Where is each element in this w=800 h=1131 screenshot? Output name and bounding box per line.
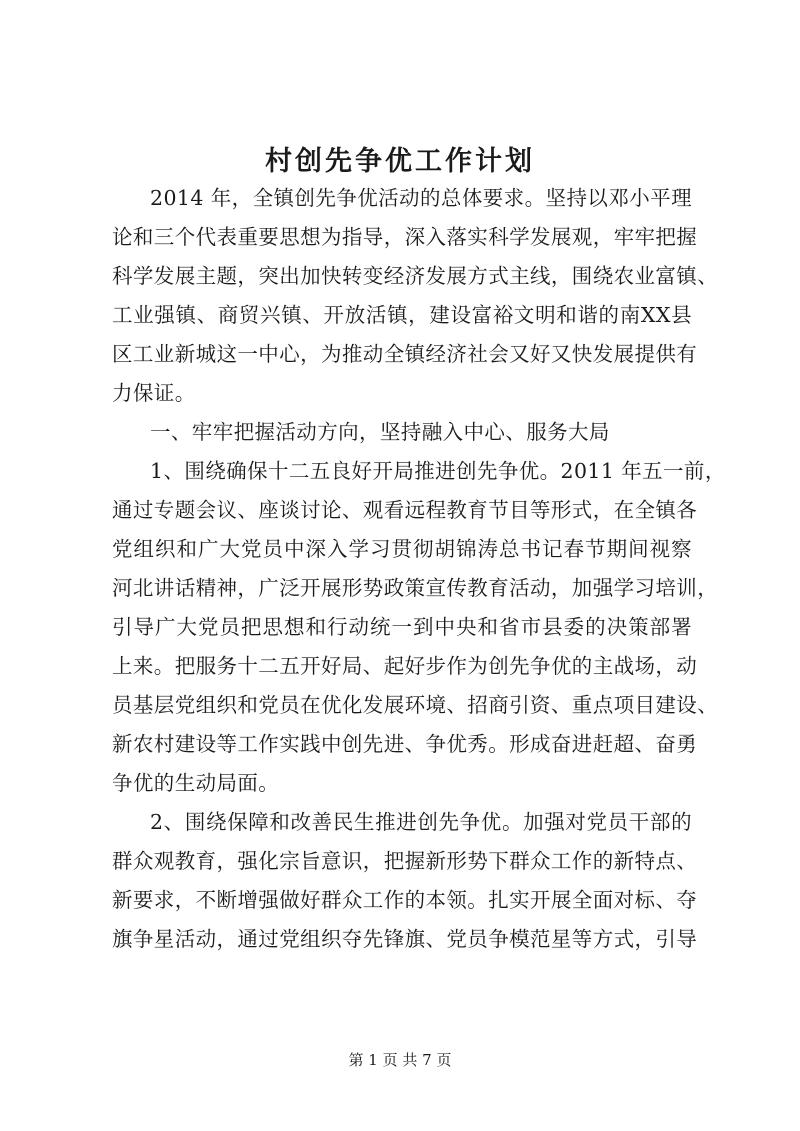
document-title: 村创先争优工作计划 <box>265 146 535 177</box>
section-heading: 一、牢牢把握活动方向，坚持融入中心、服务大局 <box>150 420 610 444</box>
paragraph-line: 新农村建设等工作实践中创先进、争优秀。形成奋进赶超、奋勇 <box>112 732 698 756</box>
paragraph-line: 员基层党组织和党员在优化发展环境、招商引资、重点项目建设、 <box>112 693 719 717</box>
paragraph-line: 新要求，不断增强做好群众工作的本领。扎实开展全面对标、夺 <box>112 888 698 912</box>
paragraph-line: 引导广大党员把思想和行动统一到中央和省市县委的决策部署 <box>112 615 692 639</box>
paragraph-line: 2014 年，全镇创先争优活动的总体要求。坚持以邓小平理 <box>150 186 692 210</box>
paragraph-line: 力保证。 <box>112 381 196 405</box>
paragraph-line: 河北讲话精神，广泛开展形势政策宣传教育活动，加强学习培训， <box>112 576 719 600</box>
page-number-footer: 第 1 页 共 7 页 <box>348 1051 452 1069</box>
paragraph-line: 旗争星活动，通过党组织夺先锋旗、党员争模范星等方式，引导 <box>112 927 698 951</box>
paragraph-line: 群众观教育，强化宗旨意识，把握新形势下群众工作的新特点、 <box>112 849 698 873</box>
paragraph-line: 争优的生动局面。 <box>112 771 280 795</box>
paragraph-line: 科学发展主题，突出加快转变经济发展方式主线，围绕农业富镇、 <box>112 264 719 288</box>
paragraph-line: 党组织和广大党员中深入学习贯彻胡锦涛总书记春节期间视察 <box>112 537 692 561</box>
paragraph-line: 工业强镇、商贸兴镇、开放活镇，建设富裕文明和谐的南XX县 <box>112 303 692 327</box>
paragraph-line: 通过专题会议、座谈讨论、观看远程教育节目等形式，在全镇各 <box>112 498 698 522</box>
paragraph-line: 区工业新城这一中心，为推动全镇经济社会又好又快发展提供有 <box>112 342 698 366</box>
paragraph-line: 论和三个代表重要思想为指导，深入落实科学发展观，牢牢把握 <box>112 225 698 249</box>
paragraph-line: 上来。把服务十二五开好局、起好步作为创先争优的主战场，动 <box>112 654 698 678</box>
paragraph-line: 1、围绕确保十二五良好开局推进创先争优。2011 年五一前， <box>150 459 726 483</box>
paragraph-line: 2、围绕保障和改善民生推进创先争优。加强对党员干部的 <box>150 810 692 834</box>
